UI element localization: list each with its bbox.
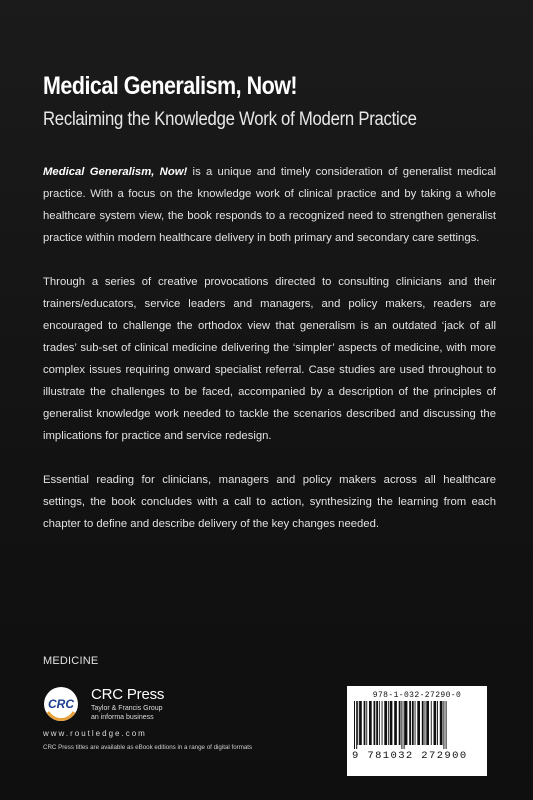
blurb-lead-title: Medical Generalism, Now! xyxy=(43,166,188,178)
barcode-bars xyxy=(352,701,482,749)
ebook-note: CRC Press titles are available as eBook editions in a range of digital formats xyxy=(43,744,253,751)
book-title: Medical Generalism, Now! xyxy=(43,72,298,100)
barcode-number: 9 781032 272900 xyxy=(352,750,468,762)
blurb-paragraph-1 xyxy=(43,161,496,249)
publisher-website: www.routledge.com xyxy=(43,729,147,738)
publisher-name: CRC Press xyxy=(91,686,165,703)
blurb xyxy=(43,161,496,557)
blurb-paragraph-1-text: is a unique and timely consideration of generalist medical practice. With a focus on the knowledge work of clinical practice and by taking a whole healthcare system view, the book responds to a recognized need to strengthen generalist practice within modern healthcare delivery in both primary and secondary care settings. xyxy=(43,166,496,244)
subject-category: MEDICINE xyxy=(43,655,99,667)
isbn-barcode xyxy=(347,686,487,776)
blurb-paragraph-3: Essential reading for clinicians, managers and policy makers across all healthcare settings, the book concludes with a call to action, synthesizing the learning from each chapter to define and describe delivery of the key changes needed. xyxy=(43,474,496,530)
publisher-group: Taylor & Francis Group xyxy=(91,705,163,712)
crc-press-logo-icon xyxy=(43,686,79,722)
publisher-business: an informa business xyxy=(91,714,154,721)
isbn-label: 978-1-032-27290-0 xyxy=(372,691,462,700)
logo-text: CRC xyxy=(48,697,74,711)
book-subtitle: Reclaiming the Knowledge Work of Modern Practice xyxy=(43,109,417,130)
blurb-paragraph-2: Through a series of creative provocations directed to consulting clinicians and their trainers/educators, service leaders and managers, and policy makers, readers are encouraged to challenge the orthodox view that generalism is an outdated ‘jack of all trades’ sub-set of clinical medicine delivering the ‘simpler’ aspects of medicine, with more complex issues requiring onward specialist referral. Case studies are used throughout to illustrate the challenges to be faced, accompanied by a description of the principles of generalist knowledge work needed to tackle the scenarios described and discussing the implications for practice and service redesign. xyxy=(43,276,496,442)
